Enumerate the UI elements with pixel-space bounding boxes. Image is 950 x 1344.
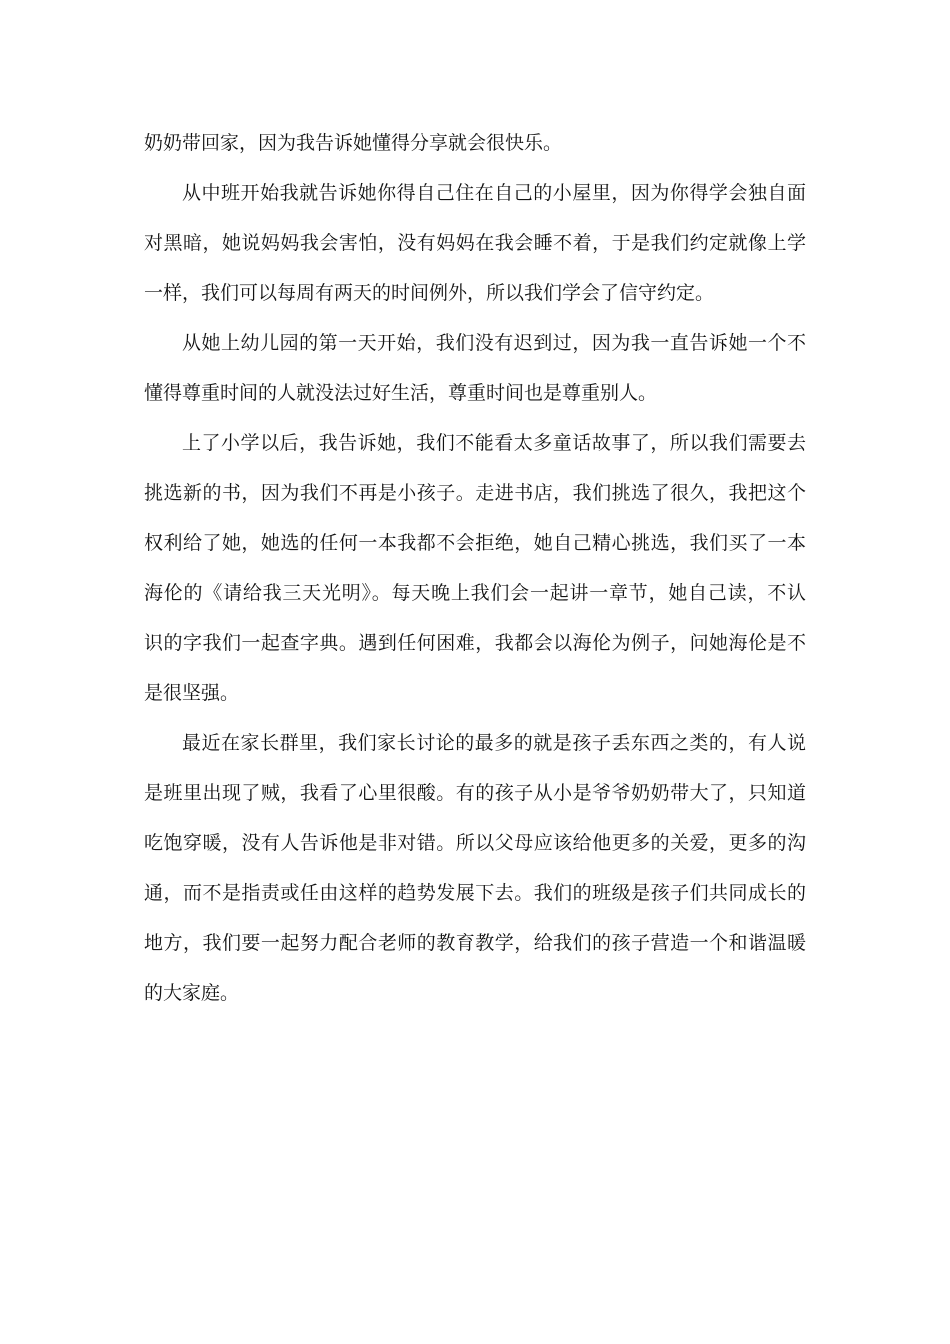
text-line: 一样，我们可以每周有两天的时间例外，所以我们学会了信守约定。: [144, 282, 715, 304]
text-line: 的大家庭。: [144, 982, 240, 1004]
text-line: 从她上幼儿园的第一天开始，我们没有迟到过，因为我一直告诉她一个不: [182, 332, 806, 354]
text-line: 奶奶带回家，因为我告诉她懂得分享就会很快乐。: [144, 132, 563, 154]
paragraph: [144, 168, 806, 318]
document-page: [144, 118, 806, 1018]
text-line: 地方，我们要一起努力配合老师的教育教学，给我们的孩子营造一个和谐温暖: [144, 932, 806, 954]
text-line: 识的字我们一起查字典。遇到任何困难，我都会以海伦为例子，问她海伦是不: [144, 632, 806, 654]
text-line: 海伦的《请给我三天光明》。每天晚上我们会一起讲一章节，她自己读，不认: [144, 582, 806, 604]
text-line: 从中班开始我就告诉她你得自己住在自己的小屋里，因为你得学会独自面: [182, 182, 806, 204]
text-line: 吃饱穿暖，没有人告诉他是非对错。所以父母应该给他更多的关爱，更多的沟: [144, 832, 806, 854]
text-line: 权利给了她，她选的任何一本我都不会拒绝，她自己精心挑选，我们买了一本: [144, 532, 806, 554]
text-line: 通，而不是指责或任由这样的趋势发展下去。我们的班级是孩子们共同成长的: [144, 882, 806, 904]
text-line: 懂得尊重时间的人就没法过好生活，尊重时间也是尊重别人。: [144, 382, 658, 404]
text-line: 是很坚强。: [144, 682, 240, 704]
paragraph: [144, 418, 806, 718]
text-line: 上了小学以后，我告诉她，我们不能看太多童话故事了，所以我们需要去: [182, 432, 806, 454]
paragraph: [144, 318, 806, 418]
text-line: 是班里出现了贼，我看了心里很酸。有的孩子从小是爷爷奶奶带大了，只知道: [144, 782, 806, 804]
text-line: 挑选新的书，因为我们不再是小孩子。走进书店，我们挑选了很久，我把这个: [144, 482, 806, 504]
paragraph: [144, 118, 806, 168]
text-line: 最近在家长群里，我们家长讨论的最多的就是孩子丢东西之类的，有人说: [182, 732, 806, 754]
paragraph: [144, 718, 806, 1018]
text-line: 对黑暗，她说妈妈我会害怕，没有妈妈在我会睡不着，于是我们约定就像上学: [144, 232, 806, 254]
